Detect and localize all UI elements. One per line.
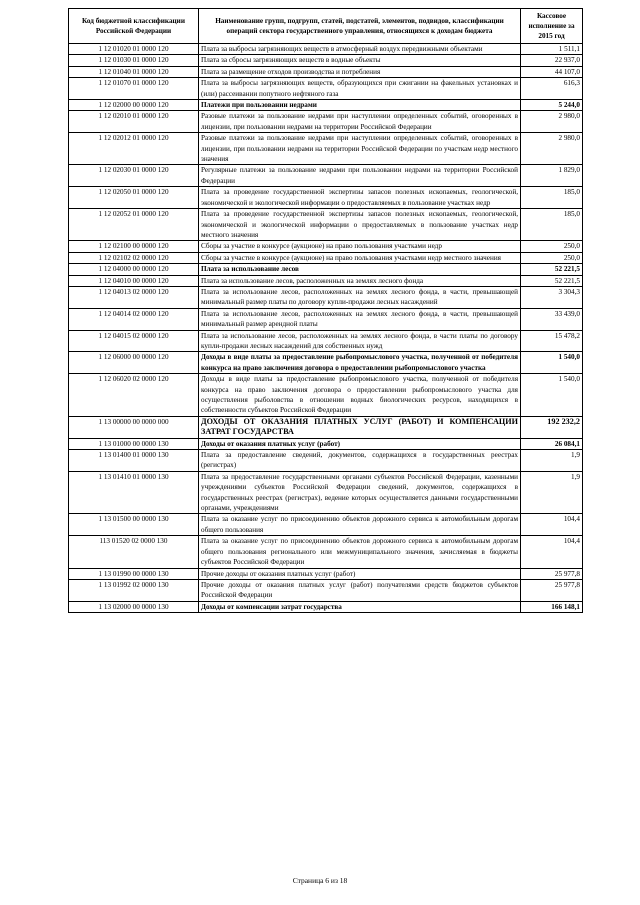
code-cell: 1 12 02010 01 0000 120 — [69, 111, 199, 133]
name-cell: Прочие доходы от оказания платных услуг (работ) получателями средств бюджетов субъектов Российской Федерации — [199, 579, 521, 601]
code-cell: 1 12 04013 02 0000 120 — [69, 286, 199, 308]
name-cell: Плата за использование лесов — [199, 264, 521, 275]
code-cell: 1 12 04014 02 0000 120 — [69, 308, 199, 330]
name-cell: Плата за сбросы загрязняющих веществ в водные объекты — [199, 55, 521, 66]
amount-cell: 104,4 — [521, 514, 583, 536]
name-cell: Плата за использование лесов, расположенных на землях лесного фонда, в части, превышающей минимальный размер арендной платы — [199, 308, 521, 330]
code-cell: 113 01520 02 0000 130 — [69, 536, 199, 568]
table-row — [69, 165, 583, 187]
table-row — [69, 78, 583, 100]
amount-cell: 1,9 — [521, 471, 583, 514]
table-body — [69, 44, 583, 613]
code-cell: 1 12 04010 00 0000 120 — [69, 275, 199, 286]
table-row — [69, 264, 583, 275]
amount-cell: 52 221,5 — [521, 264, 583, 275]
name-cell: Доходы от компенсации затрат государства — [199, 601, 521, 612]
code-cell: 1 13 01992 02 0000 130 — [69, 579, 199, 601]
table-row — [69, 286, 583, 308]
code-cell: 1 12 02052 01 0000 120 — [69, 209, 199, 241]
table-row — [69, 601, 583, 612]
table-row — [69, 55, 583, 66]
amount-cell: 1 540,0 — [521, 374, 583, 417]
amount-cell: 1 540,0 — [521, 352, 583, 374]
table-row — [69, 111, 583, 133]
name-cell: ДОХОДЫ ОТ ОКАЗАНИЯ ПЛАТНЫХ УСЛУГ (РАБОТ) И КОМПЕНСАЦИИ ЗАТРАТ ГОСУДАРСТВА — [199, 416, 521, 438]
name-cell: Платежи при пользовании недрами — [199, 100, 521, 111]
name-cell: Сборы за участие в конкурсе (аукционе) на право пользования участками недр местного значения — [199, 252, 521, 263]
amount-cell: 25 977,8 — [521, 579, 583, 601]
table-row — [69, 44, 583, 55]
name-cell: Плата за оказание услуг по присоединению объектов дорожного сервиса к автомобильным дорогам общего пользования регионального или межмуниципального значения, зачисляемая в бюджеты субъектов Российской Федерации — [199, 536, 521, 568]
amount-cell: 1 829,0 — [521, 165, 583, 187]
name-cell: Разовые платежи за пользование недрами при наступлении определенных событий, оговоренных в лицензии, при пользовании недрами на территории Российской Федерации по участкам недр местного значения — [199, 133, 521, 165]
amount-cell: 166 148,1 — [521, 601, 583, 612]
code-cell: 1 12 01070 01 0000 120 — [69, 78, 199, 100]
table-row — [69, 438, 583, 449]
table-row — [69, 209, 583, 241]
name-cell: Плата за проведение государственной экспертизы запасов полезных ископаемых, геологической, экономической и экологической информации о предоставляемых в пользование участках недр местного значения — [199, 209, 521, 241]
name-cell: Доходы в виде платы за предоставление рыбопромыслового участка, полученной от победителя конкурса на право заключения договора о предоставлении рыбопромыслового участка для осуществления рыболовства в отношении водных биологических ресурсов, находящихся в собственности субъектов Российской Федерации — [199, 374, 521, 417]
table-row — [69, 66, 583, 77]
table-row — [69, 330, 583, 352]
code-cell: 1 13 02000 00 0000 130 — [69, 601, 199, 612]
code-cell: 1 12 02050 01 0000 120 — [69, 187, 199, 209]
amount-cell: 44 107,0 — [521, 66, 583, 77]
name-cell: Плата за размещение отходов производства и потребления — [199, 66, 521, 77]
amount-cell: 52 221,5 — [521, 275, 583, 286]
name-cell: Плата за предоставление сведений, документов, содержащихся в государственных реестрах (регистрах) — [199, 450, 521, 472]
name-cell: Плата за проведение государственной экспертизы запасов полезных ископаемых, геологической, экономической и экологической информации о предоставляемых в пользование участках недр — [199, 187, 521, 209]
code-cell: 1 12 01030 01 0000 120 — [69, 55, 199, 66]
table-row — [69, 352, 583, 374]
name-cell: Прочие доходы от оказания платных услуг (работ) — [199, 568, 521, 579]
amount-cell: 5 244,0 — [521, 100, 583, 111]
code-cell: 1 12 02102 02 0000 120 — [69, 252, 199, 263]
budget-table — [68, 8, 583, 613]
amount-cell: 250,0 — [521, 252, 583, 263]
header-code: Код бюджетной классификации Российской Федерации — [69, 9, 199, 44]
amount-cell: 26 084,1 — [521, 438, 583, 449]
page-number: Страница 6 из 18 — [292, 876, 348, 885]
table-row — [69, 416, 583, 438]
header-name: Наименование групп, подгрупп, статей, подстатей, элементов, подвидов, классификации операций сектора государственного управления, относящихся к доходам бюджета — [199, 9, 521, 44]
table-row — [69, 374, 583, 417]
amount-cell: 2 980,0 — [521, 133, 583, 165]
name-cell: Сборы за участие в конкурсе (аукционе) на право пользования участками недр — [199, 241, 521, 252]
code-cell: 1 13 01500 00 0000 130 — [69, 514, 199, 536]
table-row — [69, 241, 583, 252]
code-cell: 1 12 04015 02 0000 120 — [69, 330, 199, 352]
amount-cell: 616,3 — [521, 78, 583, 100]
table-row — [69, 252, 583, 263]
amount-cell: 250,0 — [521, 241, 583, 252]
name-cell: Доходы от оказания платных услуг (работ) — [199, 438, 521, 449]
document-page — [68, 8, 582, 613]
code-cell: 1 12 06000 00 0000 120 — [69, 352, 199, 374]
name-cell: Регулярные платежи за пользование недрами при пользовании недрами на территории Российской Федерации — [199, 165, 521, 187]
code-cell: 1 12 01040 01 0000 120 — [69, 66, 199, 77]
table-header-row — [69, 9, 583, 44]
code-cell: 1 13 00000 00 0000 000 — [69, 416, 199, 438]
name-cell: Разовые платежи за пользование недрами при наступлении определенных событий, оговоренных в лицензии, при пользовании недрами на территории Российской Федерации — [199, 111, 521, 133]
code-cell: 1 12 04000 00 0000 120 — [69, 264, 199, 275]
name-cell: Доходы в виде платы за предоставление рыбопромыслового участка, полученной от победителя конкурса на право заключения договора о предоставлении рыбопромыслового участка — [199, 352, 521, 374]
name-cell: Плата за использование лесов, расположенных на землях лесного фонда, в части, превышающей минимальный размер платы по договору купли-продажи лесных насаждений — [199, 286, 521, 308]
header-amount: Кассовое исполнение за 2015 год — [521, 9, 583, 44]
code-cell: 1 12 02012 01 0000 120 — [69, 133, 199, 165]
code-cell: 1 12 02100 00 0000 120 — [69, 241, 199, 252]
code-cell: 1 12 02000 00 0000 120 — [69, 100, 199, 111]
table-row — [69, 275, 583, 286]
amount-cell: 1 511,1 — [521, 44, 583, 55]
amount-cell: 185,0 — [521, 187, 583, 209]
name-cell: Плата за предоставление государственными органами субъектов Российской Федерации, казенными учреждениями субъектов Российской Федерации сведений, документов, содержащихся в государственных реестрах (регистрах), ведение которых осуществляется данными государственными органами, учреждениями — [199, 471, 521, 514]
code-cell: 1 13 01000 00 0000 130 — [69, 438, 199, 449]
name-cell: Плата за выбросы загрязняющих веществ, образующихся при сжигании на факельных установках и (или) рассеивании попутного нефтяного газа — [199, 78, 521, 100]
table-row — [69, 133, 583, 165]
table-row — [69, 187, 583, 209]
table-row — [69, 568, 583, 579]
table-row — [69, 100, 583, 111]
amount-cell: 2 980,0 — [521, 111, 583, 133]
table-row — [69, 579, 583, 601]
amount-cell: 185,0 — [521, 209, 583, 241]
code-cell: 1 12 01020 01 0000 120 — [69, 44, 199, 55]
table-row — [69, 308, 583, 330]
table-row — [69, 536, 583, 568]
code-cell: 1 12 06020 02 0000 120 — [69, 374, 199, 417]
amount-cell: 22 937,0 — [521, 55, 583, 66]
code-cell: 1 13 01410 01 0000 130 — [69, 471, 199, 514]
code-cell: 1 13 01990 00 0000 130 — [69, 568, 199, 579]
code-cell: 1 13 01400 01 0000 130 — [69, 450, 199, 472]
name-cell: Плата за оказание услуг по присоединению объектов дорожного сервиса к автомобильным дорогам общего пользования — [199, 514, 521, 536]
amount-cell: 1,9 — [521, 450, 583, 472]
table-row — [69, 450, 583, 472]
amount-cell: 15 478,2 — [521, 330, 583, 352]
amount-cell: 192 232,2 — [521, 416, 583, 438]
table-row — [69, 514, 583, 536]
name-cell: Плата за выбросы загрязняющих веществ в атмосферный воздух передвижными объектами — [199, 44, 521, 55]
amount-cell: 25 977,8 — [521, 568, 583, 579]
amount-cell: 104,4 — [521, 536, 583, 568]
code-cell: 1 12 02030 01 0000 120 — [69, 165, 199, 187]
amount-cell: 3 304,3 — [521, 286, 583, 308]
amount-cell: 33 439,0 — [521, 308, 583, 330]
table-row — [69, 471, 583, 514]
name-cell: Плата за использование лесов, расположенных на землях лесного фонда — [199, 275, 521, 286]
name-cell: Плата за использование лесов, расположенных на землях лесного фонда, в части платы по договору купли-продажи лесных насаждений для собственных нужд — [199, 330, 521, 352]
